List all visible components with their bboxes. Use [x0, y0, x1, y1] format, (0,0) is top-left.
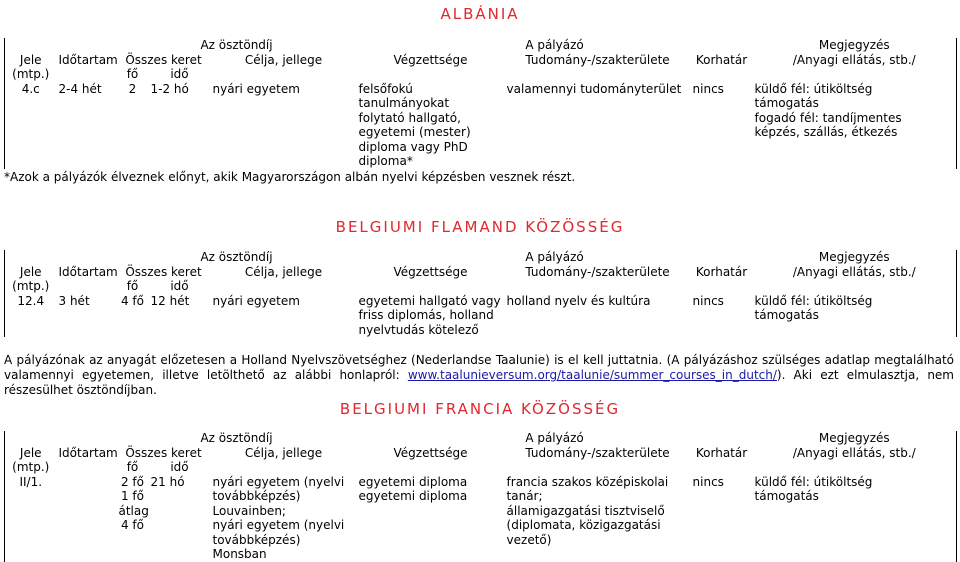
- header-applicant-group: A pályázó: [525, 250, 584, 264]
- header-notes-group: Megjegyzés: [753, 250, 957, 265]
- taalunie-link[interactable]: www.taalunieversum.org/taalunie/summer_courses_in_dutch/: [407, 368, 777, 382]
- section-title-albania: ALBÁNIA: [440, 5, 520, 23]
- header-field: Tudomány-/szakterülete: [525, 52, 670, 67]
- section-title-french: BELGIUMI FRANCIA KÖZÖSSÉG: [339, 400, 621, 418]
- header-purpose: Célja, jellege: [244, 264, 323, 279]
- header-total: Összes keret: [125, 264, 202, 279]
- header-age: Korhatár: [695, 264, 748, 279]
- header-notes: /Anyagi ellátás, stb./: [753, 265, 957, 294]
- header-num-sub: (mtp.): [5, 279, 57, 294]
- header-field: Tudomány-/szakterülete: [525, 264, 670, 279]
- table-row: 12.4 3 hét 4 fő 12 hét nyári egyetem egyetemi hallgató vagy friss diplomás, holland nyelvtudás kötelező holland nyelv és kultúra nincs küldő fél: útiköltség támogatás: [5, 294, 957, 338]
- header-field: Tudomány-/szakterülete: [525, 445, 670, 460]
- header-purpose: Célja, jellege: [244, 52, 323, 67]
- header-education: Végzettsége: [393, 264, 468, 279]
- header-age: Korhatár: [695, 445, 748, 460]
- header-education: Végzettsége: [393, 445, 468, 460]
- header-duration: Időtartam: [58, 52, 118, 67]
- header-notes-group: Megjegyzés: [753, 38, 957, 53]
- header-notes-group: Megjegyzés: [753, 431, 957, 446]
- header-persons: fő: [126, 67, 139, 81]
- header-num-sub: (mtp.): [5, 67, 57, 82]
- grant-table-flemish: [4, 250, 957, 337]
- header-num-sub: (mtp.): [5, 460, 57, 475]
- header-grant-group: Az ösztöndíj: [200, 38, 273, 52]
- header-grant-group: Az ösztöndíj: [200, 250, 273, 264]
- header-num: Jele: [5, 265, 57, 280]
- grant-table-albania: [4, 38, 957, 169]
- table-row: II/1. 2 fő 1 fő átlag 4 fő 21 hó nyári egyetem (nyelvi továbbképzés) Louvainben; nyári egyetem (nyelvi továbbképzés) Monsban egyetemi diploma egyetemi diploma francia szakos középiskolai tanár; államigazgatási tisztviselő (diplomata, közigazgatási vezető) nincs küldő fél: útiköltség támogatás: [5, 475, 957, 562]
- header-age: Korhatár: [695, 52, 748, 67]
- header-notes: /Anyagi ellátás, stb./: [753, 446, 957, 475]
- header-time: idő: [170, 460, 189, 474]
- header-persons: fő: [126, 460, 139, 474]
- table-row: 4.c 2-4 hét 2 1-2 hó nyári egyetem felsőfokú tanulmányokat folytató hallgató, egyetemi (mester) diploma vagy PhD diploma* valamennyi tudományterület nincs küldő fél: útiköltség támogatás fogadó fél: tandíjmentes képzés, szállás, étkezés: [5, 82, 957, 169]
- header-applicant-group: A pályázó: [525, 431, 584, 445]
- header-time: idő: [170, 67, 189, 81]
- header-grant-group: Az ösztöndíj: [200, 431, 273, 445]
- info-paragraph: A pályázónak az anyagát előzetesen a Holland Nyelvszövetséghez (Nederlandse Taalunie) is el kell juttatnia. (A pályázáshoz szülséges adatlap megtalálható valamennyi egyetemen, illetve letölthető az alábbi honlapról: www.taalunieversum.org/taalunie/summer_courses_in_dutch/). Aki ezt elmulasztja, nem részesülhet ösztöndíjban.: [4, 353, 954, 397]
- header-duration: Időtartam: [58, 264, 118, 279]
- header-applicant-group: A pályázó: [525, 38, 584, 52]
- section-title-flemish: BELGIUMI FLAMAND KÖZÖSSÉG: [335, 218, 625, 236]
- header-persons: fő: [126, 279, 139, 293]
- header-total: Összes keret: [125, 52, 202, 67]
- header-notes: /Anyagi ellátás, stb./: [753, 53, 957, 82]
- header-total: Összes keret: [125, 445, 202, 460]
- footnote: *Azok a pályázók élveznek előnyt, akik Magyarországon albán nyelvi képzésben vesznek részt.: [4, 170, 576, 184]
- header-education: Végzettsége: [393, 52, 468, 67]
- header-duration: Időtartam: [58, 445, 118, 460]
- grant-table-french: [4, 431, 957, 562]
- header-purpose: Célja, jellege: [244, 445, 323, 460]
- header-num: Jele: [5, 53, 57, 68]
- header-num: Jele: [5, 446, 57, 461]
- header-time: idő: [170, 279, 189, 293]
